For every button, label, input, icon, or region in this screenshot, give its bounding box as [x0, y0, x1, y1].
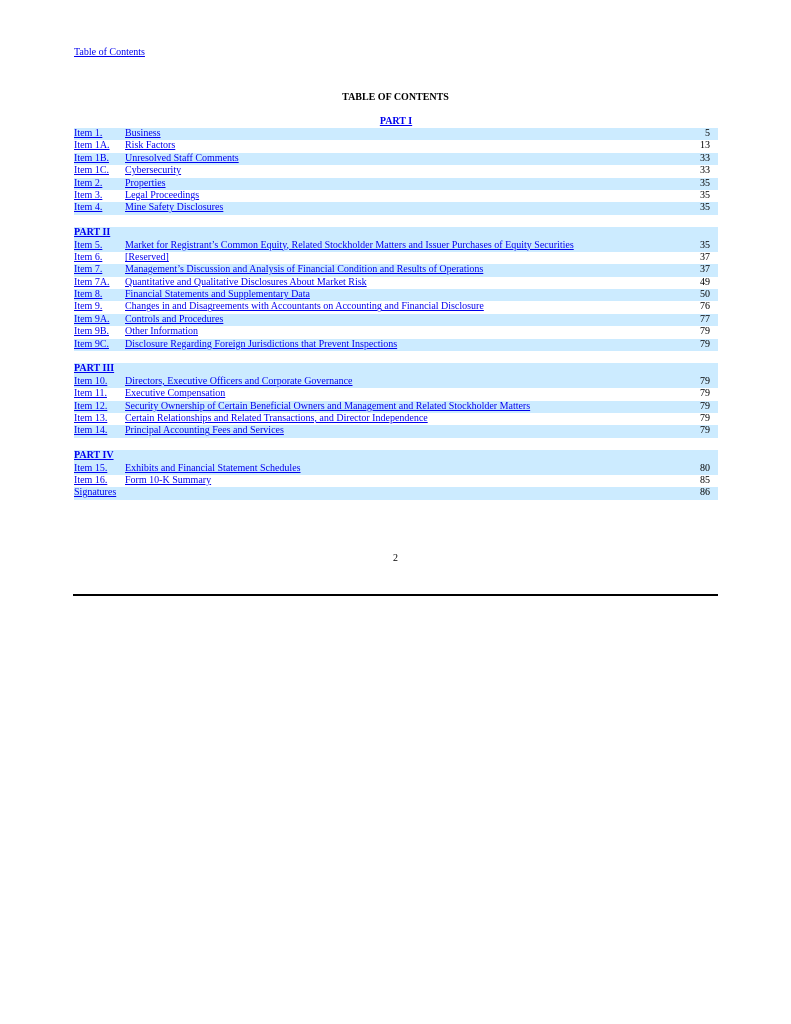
toc-item-title-link[interactable]: [Reserved]: [125, 251, 169, 263]
toc-page-number: 33: [700, 152, 710, 164]
toc-item-title-cell: [125, 190, 680, 202]
toc-row: [74, 326, 718, 338]
toc-item-title-link[interactable]: Quantitative and Qualitative Disclosures About Market Risk: [125, 276, 367, 288]
toc-item-number-cell: [74, 301, 125, 313]
toc-item-number-link[interactable]: Signatures: [74, 487, 117, 499]
toc-item-title-cell: [125, 401, 680, 413]
toc-item-title-cell: [125, 277, 680, 289]
toc-title: TABLE OF CONTENTS: [342, 92, 449, 103]
toc-item-title-link[interactable]: Mine Safety Disclosures: [125, 202, 224, 214]
toc-item-number-link[interactable]: Item 15.: [74, 462, 108, 474]
toc-item-title-link[interactable]: Management’s Discussion and Analysis of Financial Condition and Results of Operations: [125, 264, 484, 276]
toc-item-number-cell: [74, 401, 125, 413]
toc-item-number-link[interactable]: Item 1B.: [74, 152, 109, 164]
toc-row: [74, 140, 718, 152]
toc-item-title-cell: [125, 475, 680, 487]
toc-item-title-link[interactable]: Financial Statements and Supplementary Data: [125, 289, 310, 301]
toc-item-number-cell: [74, 153, 125, 165]
toc-page-number: 77: [700, 313, 710, 325]
part-heading-row: [74, 363, 718, 375]
toc-item-number-cell: [74, 289, 125, 301]
part-heading-row: [74, 227, 718, 239]
toc-page-number: 35: [700, 177, 710, 189]
toc-item-title-cell: [125, 202, 680, 214]
toc-item-number-cell: [74, 475, 125, 487]
toc-item-number-cell: [74, 202, 125, 214]
toc-item-number-link[interactable]: Item 1.: [74, 128, 103, 139]
toc-item-number-link[interactable]: Item 11.: [74, 388, 107, 400]
toc-item-number-cell: [74, 264, 125, 276]
toc-row: [74, 128, 718, 140]
toc-item-number-cell: [74, 339, 125, 351]
toc-page-number: 50: [700, 289, 710, 301]
page-number: 2: [393, 553, 398, 564]
toc-item-title-link[interactable]: Principal Accounting Fees and Services: [125, 425, 284, 437]
toc-item-number-cell: [74, 388, 125, 400]
toc-item-number-cell: [74, 128, 125, 140]
toc-item-number-link[interactable]: Item 9C.: [74, 338, 109, 350]
toc-item-number-cell: [74, 487, 125, 499]
toc-row: [74, 165, 718, 177]
toc-row: [74, 240, 718, 252]
toc-item-number-link[interactable]: Item 9A.: [74, 313, 110, 325]
toc-item-title-cell: [125, 178, 680, 190]
toc-item-number-cell: [74, 376, 125, 388]
part-heading[interactable]: PART II: [74, 227, 111, 239]
toc-item-title-cell: [125, 128, 680, 140]
toc-item-number-link[interactable]: Item 5.: [74, 239, 103, 251]
toc-item-title-cell: [125, 301, 680, 313]
toc-item-title-link[interactable]: Form 10-K Summary: [125, 474, 212, 486]
toc-item-title-link[interactable]: Properties: [125, 177, 166, 189]
toc-item-number-link[interactable]: Item 3.: [74, 189, 103, 201]
toc-row: [74, 475, 718, 487]
toc-item-title-cell: [125, 165, 680, 177]
toc-item-number-cell: [74, 326, 125, 338]
toc-row: [74, 178, 718, 190]
toc-row: [74, 339, 718, 351]
toc-item-title-cell: [125, 388, 680, 400]
toc-item-title-cell: [125, 339, 680, 351]
toc-row: [74, 401, 718, 413]
toc-page-number: 85: [700, 474, 710, 486]
toc-item-title-link[interactable]: Certain Relationships and Related Transactions, and Director Independence: [125, 412, 428, 424]
toc-item-number-cell: [74, 463, 125, 475]
toc-item-number-link[interactable]: Item 1A.: [74, 140, 110, 152]
part-1-heading[interactable]: PART I: [379, 116, 413, 127]
toc-page-number: 79: [700, 388, 710, 400]
toc-item-title-link[interactable]: Cybersecurity: [125, 165, 182, 177]
toc-page-number: 49: [700, 276, 710, 288]
toc-item-title-cell: [125, 140, 680, 152]
toc-item-number-cell: [74, 240, 125, 252]
part-heading-row: [74, 450, 718, 462]
table-of-contents-link[interactable]: Table of Contents: [74, 47, 145, 58]
toc-item-title-cell: [125, 376, 680, 388]
toc-item-number-cell: [74, 190, 125, 202]
toc-row: [74, 153, 718, 165]
toc-row: [74, 252, 718, 264]
section-gap: [74, 215, 718, 227]
toc-item-title-cell: [125, 463, 680, 475]
toc-item-title-cell: [125, 240, 680, 252]
toc-item-number-cell: [74, 178, 125, 190]
toc-item-title-link[interactable]: Changes in and Disagreements with Accountants on Accounting and Financial Disclosure: [125, 301, 484, 313]
toc-page-number: 13: [700, 140, 710, 152]
toc-item-title-cell: [125, 413, 680, 425]
toc-item-number-cell: [74, 314, 125, 326]
toc-row: [74, 202, 718, 214]
toc-item-number-link[interactable]: Item 7.: [74, 264, 103, 276]
toc-page-number: 86: [700, 487, 710, 499]
toc-page-number: 33: [700, 165, 710, 177]
toc-page-number: 79: [700, 375, 710, 387]
toc-item-number-link[interactable]: Item 16.: [74, 474, 108, 486]
toc-item-number-cell: [74, 140, 125, 152]
toc-row: [74, 388, 718, 400]
toc-row: [74, 463, 718, 475]
toc-item-title-cell: [125, 314, 680, 326]
toc-page-number: 35: [700, 239, 710, 251]
toc-item-title-link[interactable]: Exhibits and Financial Statement Schedules: [125, 462, 301, 474]
toc-page-number: 5: [705, 128, 710, 139]
toc-row: [74, 277, 718, 289]
toc-row: [74, 289, 718, 301]
toc-item-number-link[interactable]: Item 8.: [74, 289, 103, 301]
page-divider: [73, 594, 718, 596]
toc-item-number-link[interactable]: Item 6.: [74, 251, 103, 263]
toc-item-title-link[interactable]: Directors, Executive Officers and Corporate Governance: [125, 375, 353, 387]
toc-row: [74, 314, 718, 326]
toc-row: [74, 376, 718, 388]
toc-page-number: 35: [700, 189, 710, 201]
toc-item-title-link[interactable]: Unresolved Staff Comments: [125, 152, 239, 164]
toc-item-title-link[interactable]: Other Information: [125, 326, 199, 338]
toc-page-number: 37: [700, 251, 710, 263]
toc-page-number: 79: [700, 400, 710, 412]
toc-item-number-link[interactable]: Item 9.: [74, 301, 103, 313]
toc-item-title-link[interactable]: Executive Compensation: [125, 388, 226, 400]
toc-page-number: 79: [700, 326, 710, 338]
toc-item-number-link[interactable]: Item 7A.: [74, 276, 110, 288]
part-heading[interactable]: PART III: [74, 363, 115, 375]
toc-item-number-cell: [74, 165, 125, 177]
toc-item-number-cell: [74, 252, 125, 264]
toc-item-title-cell: [125, 252, 680, 264]
toc-page-number: 35: [700, 202, 710, 214]
toc-item-number-link[interactable]: Item 10.: [74, 375, 108, 387]
section-gap: [74, 351, 718, 363]
toc-table: [74, 128, 718, 500]
toc-item-title-link[interactable]: Market for Registrant’s Common Equity, Related Stockholder Matters and Issuer Purchases of Equity Securities: [125, 239, 574, 251]
section-gap: [74, 438, 718, 450]
toc-item-title-link[interactable]: Security Ownership of Certain Beneficial Owners and Management and Related Stockholder Matters: [125, 400, 531, 412]
toc-page-number: 79: [700, 425, 710, 437]
toc-item-title-link[interactable]: Disclosure Regarding Foreign Jurisdictions that Prevent Inspections: [125, 338, 398, 350]
toc-item-title-link[interactable]: Controls and Procedures: [125, 313, 224, 325]
toc-item-title-cell: [125, 264, 680, 276]
toc-row: [74, 264, 718, 276]
toc-page-number: 76: [700, 301, 710, 313]
toc-item-title-cell: [125, 425, 680, 437]
toc-page-number: 37: [700, 264, 710, 276]
toc-item-number-link[interactable]: Item 9B.: [74, 326, 109, 338]
toc-item-number-link[interactable]: Item 2.: [74, 177, 103, 189]
toc-row: [74, 487, 718, 499]
toc-item-number-link[interactable]: Item 1C.: [74, 165, 109, 177]
toc-item-number-cell: [74, 277, 125, 289]
toc-item-number-cell: [74, 413, 125, 425]
toc-item-title-cell: [125, 289, 680, 301]
toc-row: [74, 425, 718, 437]
toc-item-title-cell: [125, 326, 680, 338]
toc-page-number: 80: [700, 462, 710, 474]
toc-row: [74, 190, 718, 202]
part-heading[interactable]: PART IV: [74, 450, 114, 462]
toc-page-number: 79: [700, 412, 710, 424]
toc-row: [74, 301, 718, 313]
toc-item-title-cell: [125, 153, 680, 165]
toc-item-number-link[interactable]: Item 14.: [74, 425, 108, 437]
toc-page-number: 79: [700, 338, 710, 350]
toc-item-number-link[interactable]: Item 4.: [74, 202, 103, 214]
toc-item-number-link[interactable]: Item 13.: [74, 412, 108, 424]
toc-item-title-link[interactable]: Business: [125, 128, 161, 139]
toc-item-title-link[interactable]: Risk Factors: [125, 140, 176, 152]
toc-row: [74, 413, 718, 425]
toc-item-number-link[interactable]: Item 12.: [74, 400, 108, 412]
toc-item-title-link[interactable]: Legal Proceedings: [125, 189, 200, 201]
toc-item-number-cell: [74, 425, 125, 437]
